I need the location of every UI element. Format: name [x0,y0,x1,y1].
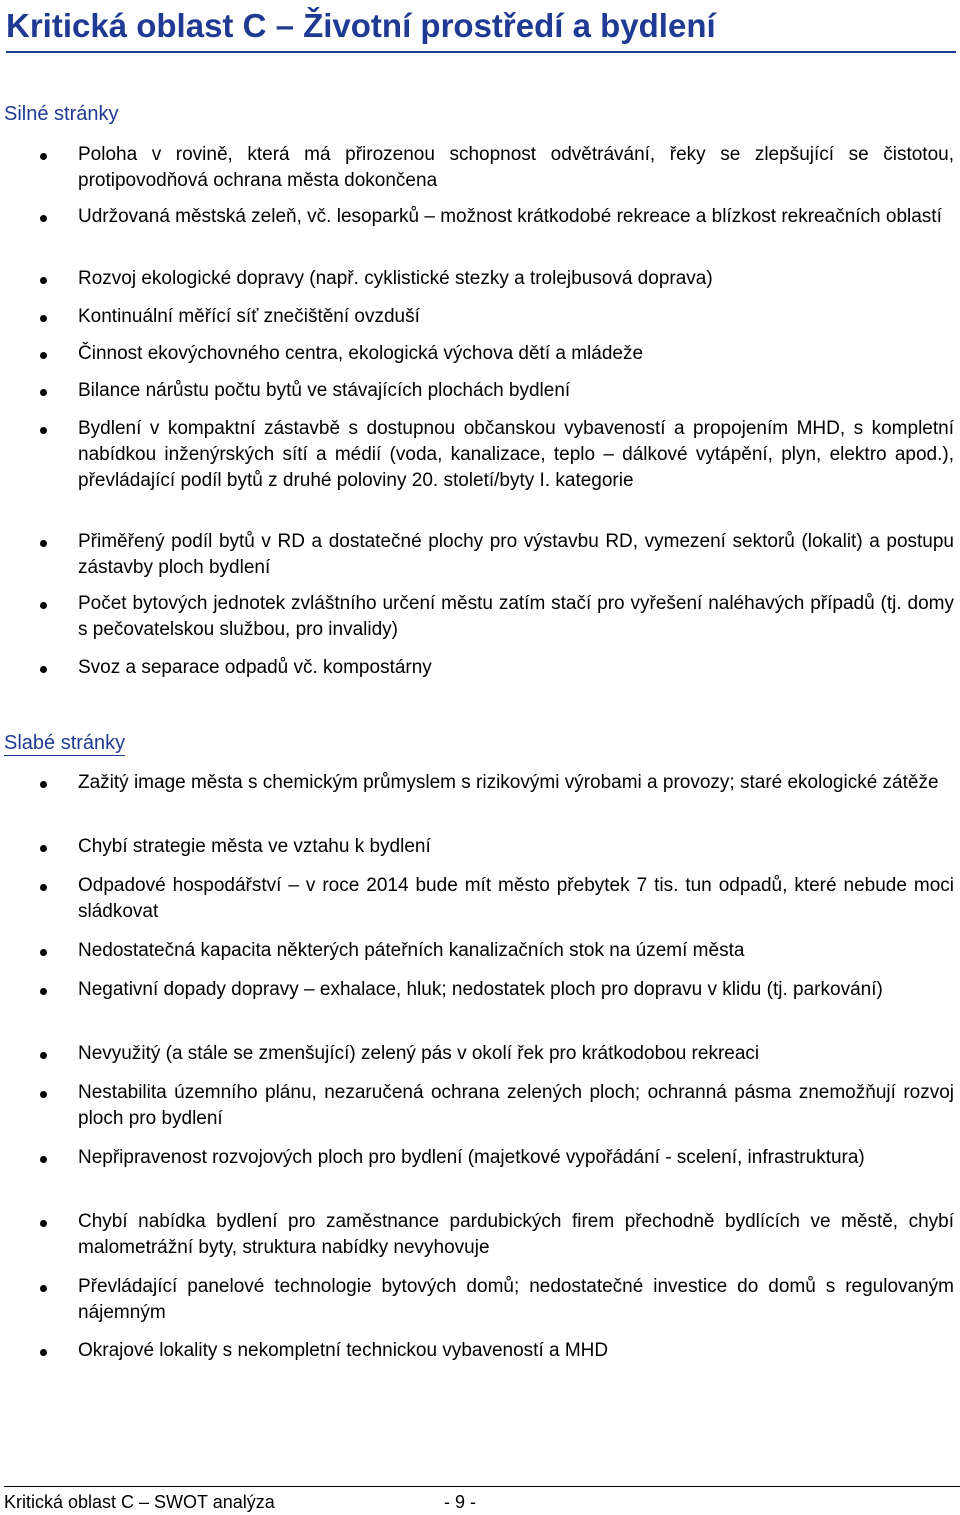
list-item-text: Chybí nabídka bydlení pro zaměstnance pardubických firem přechodně bydlících ve městě, chybí malometrážní byty, struktura nabídky nevyhovuje [78,1211,954,1258]
list-item [0,873,960,933]
list-item-text: Udržovaná městská zeleň, vč. lesoparků – možnost krátkodobé rekreace a blízkost rekreačních oblastí [78,206,942,227]
list-item [0,770,960,830]
list-item-text: Kontinuální měřící síť znečištění ovzduší [78,306,420,327]
bullet-icon [40,427,47,434]
bullet-icon [40,1349,47,1356]
bullet-icon [40,1156,47,1163]
list-item-text: Chybí strategie města ve vztahu k bydlení [78,836,431,857]
list-item-text: Poloha v rovině, která má přirozenou schopnost odvětrávání, řeky se zlepšující se čistotou, protipovodňová ochrana města dokončena [78,144,954,191]
bullet-icon [40,1220,47,1227]
list-item-text: Počet bytových jednotek zvláštního určení městu zatím stačí pro vyřešení naléhavých případů (tj. domy s pečovatelskou službou, pro invalidy) [78,593,954,640]
page-number: - 9 - [444,1492,477,1512]
bullet-icon [40,315,47,322]
bullet-icon [40,1052,47,1059]
list-item [0,1080,960,1140]
list-item-text: Převládající panelové technologie bytových domů; nedostatečné investice do domů s regulovaným nájemným [78,1276,954,1323]
strengths-heading: Silné stránky [4,103,119,125]
bullet-icon [40,215,47,222]
weaknesses-heading: Slabé stránky [4,732,126,754]
page-title: Kritická oblast C – Životní prostředí a bydlení [6,6,956,53]
list-item-text: Přiměřený podíl bytů v RD a dostatečné plochy pro výstavbu RD, vymezení sektorů (lokalit) a postupu zástavby ploch bydlení [78,531,954,578]
bullet-icon [40,389,47,396]
list-item-text: Nestabilita územního plánu, nezaručená ochrana zelených ploch; ochranná pásma znemožňují rozvoj ploch pro bydlení [78,1082,954,1129]
bullet-icon [40,949,47,956]
list-item [0,142,960,202]
list-item-text: Rozvoj ekologické dopravy (např. cyklistické stezky a trolejbusová doprava) [78,268,713,289]
list-item [0,591,960,651]
list-item-text: Odpadové hospodářství – v roce 2014 bude mít město přebytek 7 tis. tun odpadů, které nebude moci sládkovat [78,875,954,922]
bullet-icon [40,153,47,160]
list-item-text: Nedostatečná kapacita některých páteřních kanalizačních stok na území města [78,940,745,961]
bullet-icon [40,666,47,673]
bullet-icon [40,540,47,547]
list-item-text: Svoz a separace odpadů vč. kompostárny [78,657,432,678]
bullet-icon [40,1091,47,1098]
list-item [0,529,960,589]
list-item [0,1209,960,1269]
bullet-icon [40,884,47,891]
bullet-icon [40,277,47,284]
list-item-text: Bilance nárůstu počtu bytů ve stávajících plochách bydlení [78,380,571,401]
list-item-text: Činnost ekovýchovného centra, ekologická výchova dětí a mládeže [78,343,644,364]
list-item-text: Bydlení v kompaktní zástavbě s dostupnou občanskou vybaveností a propojením MHD, s kompletní nabídkou inženýrských sítí a médií (voda, kanalizace, teplo – dálkové vytápění, plyn, elektro apod.), převládající podíl bytů z druhé poloviny 20. století/byty I. kategorie [78,418,954,491]
list-item [0,1145,960,1205]
list-item-text: Negativní dopady dopravy – exhalace, hluk; nedostatek ploch pro dopravu v klidu (tj. parkování) [78,979,883,1000]
list-item [0,204,960,264]
bullet-icon [40,988,47,995]
list-item-text: Nepřipravenost rozvojových ploch pro bydlení (majetkové vypořádání - scelení, infrastruktura) [78,1147,865,1168]
list-item [0,655,960,715]
list-item [0,1274,960,1334]
list-item [0,977,960,1037]
list-item [0,1338,960,1398]
list-item-text: Zažitý image města s chemickým průmyslem s rizikovými výrobami a provozy; staré ekologické zátěže [78,772,939,793]
page-footer [4,1486,960,1513]
bullet-icon [40,602,47,609]
bullet-icon [40,845,47,852]
list-item [0,416,960,491]
bullet-icon [40,781,47,788]
list-item-text: Nevyužitý (a stále se zmenšující) zelený pás v okolí řek pro krátkodobou rekreaci [78,1043,760,1064]
footer-title: Kritická oblast C – SWOT analýza [4,1492,275,1512]
bullet-icon [40,352,47,359]
list-item-text: Okrajové lokality s nekompletní technickou vybaveností a MHD [78,1340,609,1361]
bullet-icon [40,1285,47,1292]
